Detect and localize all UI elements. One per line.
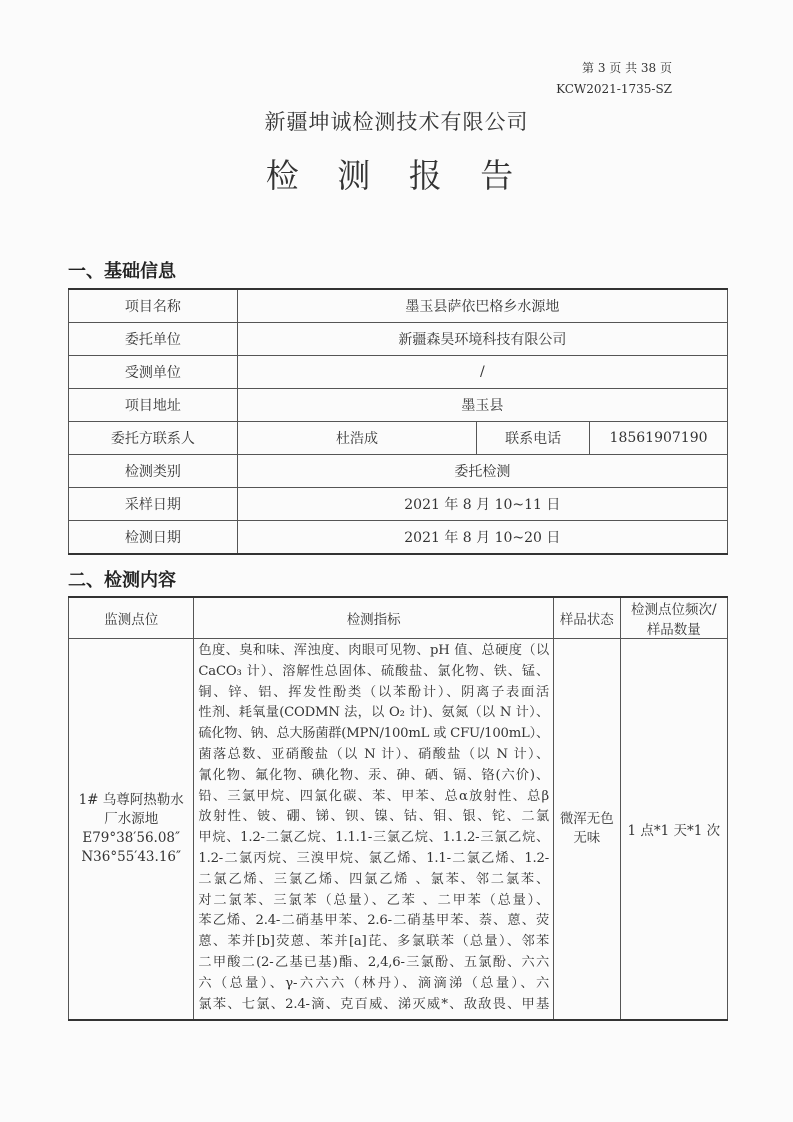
header-frequency-line: 检测点位频次/ xyxy=(631,602,717,618)
section-basic-info-heading: 一、基础信息 xyxy=(68,261,176,282)
text-line: 1# 乌尊阿热勒水 xyxy=(78,792,184,809)
field-value: 新疆森昊环境科技有限公司 xyxy=(237,323,727,356)
table-row xyxy=(69,323,728,356)
text-line: 甲烷、1.2-二氯乙烷、1.1.1-三氯乙烷、1.1.2-三氯乙烷、 xyxy=(198,830,549,846)
section-content-heading: 二、检测内容 xyxy=(68,570,176,591)
field-value: / xyxy=(237,356,727,389)
text-line: 六（总量）、γ-六六六（林丹）、滴滴涕（总量）、六 xyxy=(198,975,549,991)
table-row xyxy=(69,455,728,488)
text-line: 蒽、苯并[b]荧蒽、苯并[a]芘、多氯联苯（总量）、邻苯 xyxy=(198,934,549,950)
header-site: 监测点位 xyxy=(69,597,194,639)
text-line: CaCO₃ 计）、溶解性总固体、硫酸盐、氯化物、铁、锰、 xyxy=(198,663,549,679)
text-line: 厂水源地 xyxy=(104,811,159,828)
field-label: 项目名称 xyxy=(69,289,238,323)
text-line: E79°38′56.08″ xyxy=(82,830,181,847)
page-info: 第 3 页 共 38 页 xyxy=(582,61,672,75)
header-frequency-line: 样品数量 xyxy=(646,622,701,638)
field-value: 墨玉县 xyxy=(237,389,727,422)
text-line: 1.2-二氯丙烷、三溴甲烷、氯乙烯、1.1-二氯乙烯、1.2- xyxy=(198,850,549,866)
text-line: 铅、三氯甲烷、四氯化碳、苯、甲苯、总α放射性、总β xyxy=(198,788,549,804)
field-label: 检测日期 xyxy=(69,521,238,555)
frequency: 1 点*1 天*1 次 xyxy=(620,639,727,1021)
field-value: 墨玉县萨依巴格乡水源地 xyxy=(237,289,727,323)
indicators-list xyxy=(194,639,554,1021)
text-line: 色度、臭和味、浑浊度、肉眼可见物、pH 值、总硬度（以 xyxy=(198,643,549,658)
table-row xyxy=(69,422,728,455)
table-header-row xyxy=(69,597,728,639)
basic-info-table xyxy=(68,288,728,555)
header-state: 样品状态 xyxy=(553,597,620,639)
header-frequency xyxy=(620,597,727,639)
field-label: 委托方联系人 xyxy=(69,422,238,455)
field-value: 委托检测 xyxy=(237,455,727,488)
table-row xyxy=(69,488,728,521)
text-line: 氯苯、七氯、2.4-滴、克百威、涕灭威*、敌敌畏、甲基 xyxy=(198,996,549,1012)
text-line: 二氯乙烯、三氯乙烯、四氯乙烯 、氯苯、邻二氯苯、 xyxy=(198,871,549,887)
table-row xyxy=(69,356,728,389)
text-line: 菌落总数、亚硝酸盐（以 N 计）、硝酸盐（以 N 计）、 xyxy=(198,746,549,762)
text-line: 微浑无色 xyxy=(559,811,614,828)
field-value: 杜浩成 xyxy=(237,422,477,455)
field-value: 2021 年 8 月 10~11 日 xyxy=(237,488,727,521)
text-line: 铜、锌、铝、挥发性酚类（以苯酚计）、阴离子表面活 xyxy=(198,684,549,700)
sample-state xyxy=(553,639,620,1021)
field-label: 项目地址 xyxy=(69,389,238,422)
table-row xyxy=(69,639,728,1021)
detection-content-table xyxy=(68,596,728,1021)
text-line: 无味 xyxy=(573,830,601,847)
text-line: 硫化物、钠、总大肠菌群(MPN/100mL 或 CFU/100mL）、 xyxy=(198,726,549,742)
table-row xyxy=(69,521,728,555)
report-title: 检 测 报 告 xyxy=(265,156,528,195)
table-row xyxy=(69,289,728,323)
field-value: 18561907190 xyxy=(590,422,728,455)
table-row xyxy=(69,389,728,422)
company-name: 新疆坤诚检测技术有限公司 xyxy=(264,110,529,134)
page-header xyxy=(556,58,672,100)
text-line: N36°55′43.16″ xyxy=(81,849,182,866)
field-value: 2021 年 8 月 10~20 日 xyxy=(237,521,727,555)
text-line: 二甲酸二(2-乙基已基)酯、2,4,6-三氯酚、五氯酚、六六 xyxy=(198,954,549,970)
text-line: 对二氯苯、三氯苯（总量）、乙苯 、二甲苯（总量）、 xyxy=(198,892,549,908)
text-line: 苯乙烯、2.4-二硝基甲苯、2.6-二硝基甲苯、萘、蒽、荧 xyxy=(198,913,549,929)
report-number: KCW2021-1735-SZ xyxy=(556,82,672,96)
text-line: 性剂、耗氧量(CODMN 法，以 O₂ 计)、氨氮（以 N 计）、 xyxy=(198,705,549,721)
text-line: 氰化物、氟化物、碘化物、汞、砷、硒、镉、铬(六价)、 xyxy=(198,767,549,783)
field-label: 委托单位 xyxy=(69,323,238,356)
field-label: 采样日期 xyxy=(69,488,238,521)
header-indicators: 检测指标 xyxy=(194,597,554,639)
monitoring-site xyxy=(69,639,194,1021)
text-line: 放射性、铍、硼、锑、钡、镍、钴、钼、银、铊、二氯 xyxy=(198,809,549,825)
field-label: 联系电话 xyxy=(477,422,590,455)
field-label: 检测类别 xyxy=(69,455,238,488)
field-label: 受测单位 xyxy=(69,356,238,389)
